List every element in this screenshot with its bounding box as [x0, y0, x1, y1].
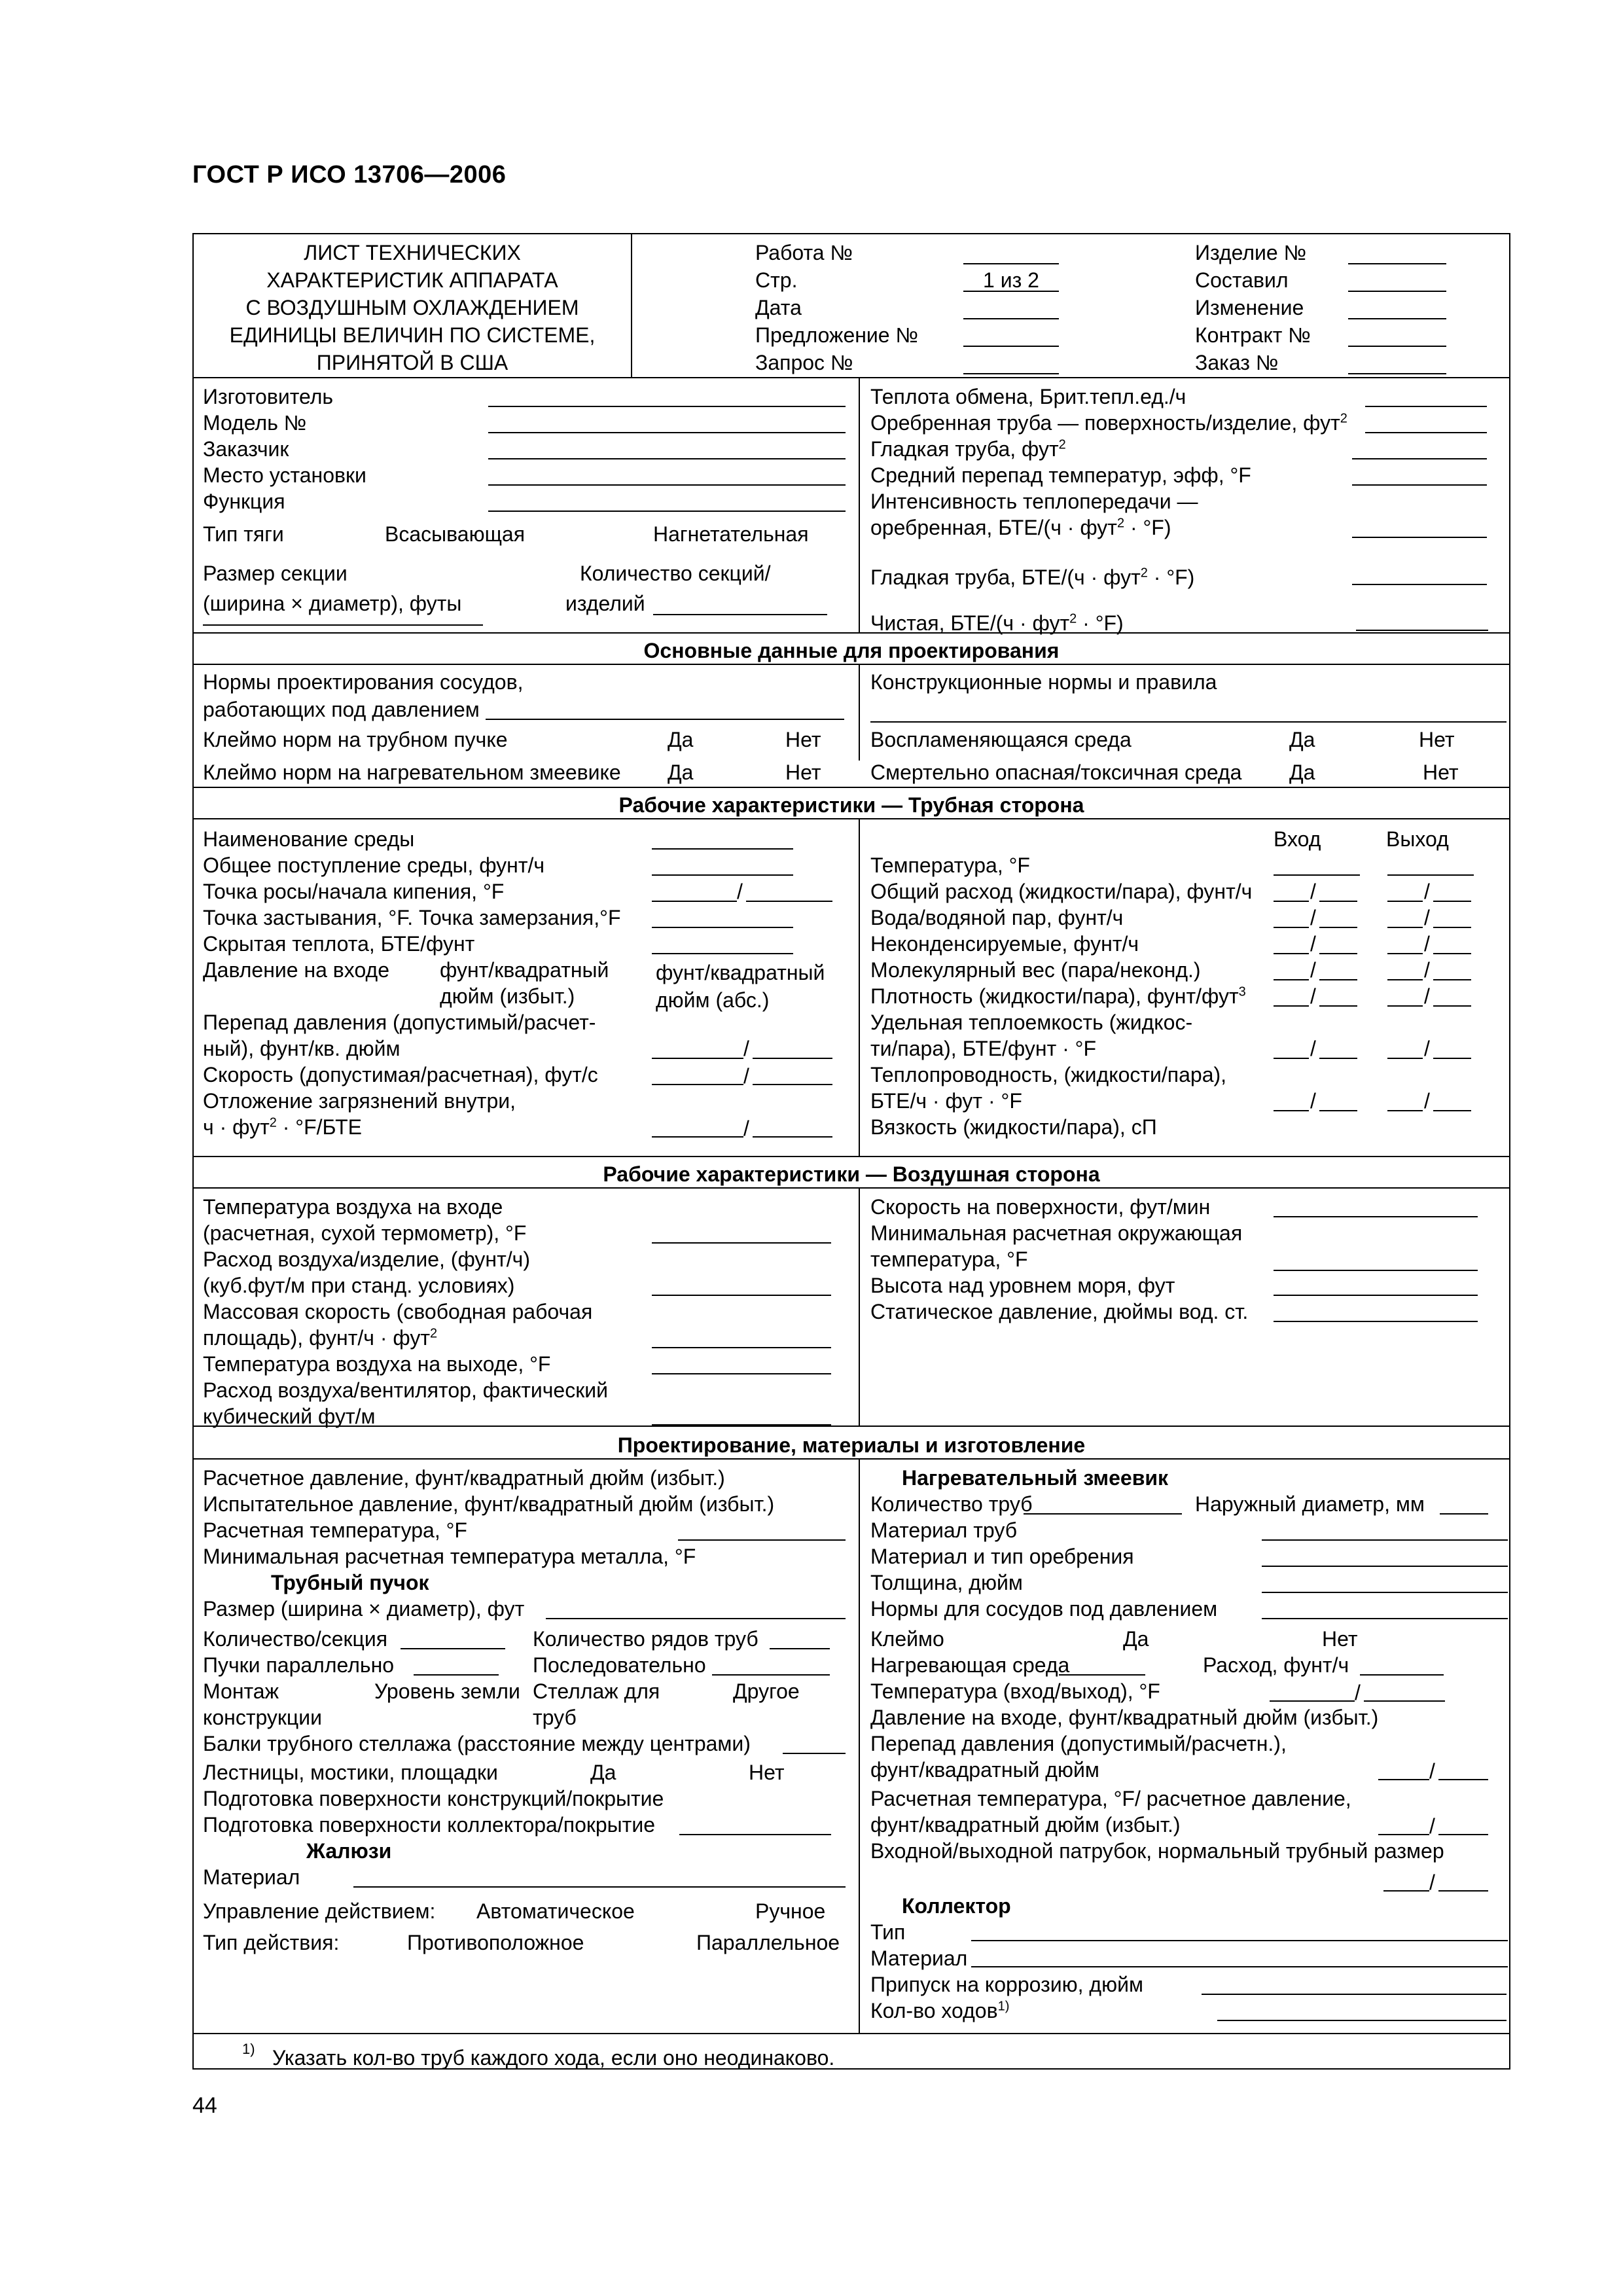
louver-material-field[interactable]	[353, 1886, 846, 1888]
slash: /	[1424, 958, 1430, 982]
pressure-drop-allow-field[interactable]	[652, 1058, 743, 1059]
bubble-point-field[interactable]	[746, 901, 832, 902]
clean-rate-label: Чистая, БТЕ/(ч · фут$^2$ · °F)	[870, 611, 1124, 635]
bare-area-label: Гладкая труба, фут$^2$	[870, 437, 1066, 461]
io-field[interactable]	[1433, 953, 1471, 954]
io-field[interactable]	[1274, 979, 1309, 980]
divider	[859, 1187, 860, 1426]
title-line: ПРИНЯТОЙ В США	[316, 351, 508, 374]
corrosion-allowance-field[interactable]	[1202, 1994, 1507, 1995]
pressure-code-label-2: работающих под давлением	[203, 698, 480, 721]
min-ambient-label: Минимальная расчетная окружающая	[870, 1221, 1243, 1245]
bundles-per-section-field[interactable]	[401, 1648, 505, 1649]
customer-label: Заказчик	[203, 437, 289, 461]
clean-rate-field[interactable]	[1356, 630, 1488, 631]
coil-fin-label: Материал и тип оребрения	[870, 1545, 1134, 1568]
coil-tube-count-label: Количество труб	[870, 1492, 1033, 1516]
slash: /	[743, 1064, 749, 1088]
coil-stamp-label: Клеймо норм на нагревательном змеевике	[203, 761, 621, 784]
header-type-label: Тип	[870, 1920, 906, 1944]
io-field[interactable]	[1274, 901, 1309, 902]
forced-draft-option[interactable]: Нагнетательная	[653, 522, 809, 546]
section-title-construction: Проектирование, материалы и изготовление	[617, 1433, 1086, 1457]
io-field[interactable]	[1433, 1005, 1471, 1007]
section-count-field[interactable]	[653, 614, 827, 615]
pressure-code-field[interactable]	[486, 719, 844, 720]
psig-label-2: дюйм (избыт.)	[440, 984, 575, 1008]
heating-flow-label: Расход, фунт/ч	[1203, 1653, 1349, 1677]
inlet-column-header: Вход	[1274, 827, 1321, 851]
fan-flow-label-2: кубический фут/м	[203, 1405, 376, 1428]
coil-code-label: Нормы для сосудов под давлением	[870, 1597, 1218, 1621]
coil-temp-in-field[interactable]	[1270, 1700, 1355, 1702]
altitude-field[interactable]	[1274, 1295, 1478, 1296]
coil-design-temp-field[interactable]	[1378, 1834, 1429, 1835]
coil-od-label: Наружный диаметр, мм	[1195, 1492, 1425, 1516]
air-outlet-temp-field[interactable]	[652, 1373, 831, 1374]
footnote-mark: 1)	[242, 2041, 255, 2057]
bundle-stamp-label: Клеймо норм на трубном пучке	[203, 728, 508, 751]
divider	[859, 818, 860, 1156]
fouling-label-2: ч · фут$^2$ · °F/БТЕ	[203, 1115, 362, 1139]
coil-od-field[interactable]	[1440, 1513, 1488, 1515]
divider	[194, 632, 1509, 634]
slash: /	[737, 880, 743, 903]
slash: /	[1424, 932, 1430, 956]
structural-code-label: Конструкционные нормы и правила	[870, 670, 1217, 694]
coil-design-temp-label: Расчетная температура, °F/ расчетное давление,	[870, 1787, 1351, 1810]
mtd-field[interactable]	[1352, 484, 1487, 486]
air-flow-label-2: (куб.фут/м при станд. условиях)	[203, 1274, 515, 1297]
io-field[interactable]	[1387, 1110, 1423, 1111]
face-velocity-field[interactable]	[1274, 1216, 1478, 1217]
io-field[interactable]	[1319, 927, 1357, 928]
pour-point-label: Точка застывания, °F. Точка замерзания,°F	[203, 906, 621, 929]
slash: /	[1310, 932, 1316, 956]
structure-surface-prep-label: Подготовка поверхности конструкций/покрытие	[203, 1787, 664, 1810]
ladders-yes[interactable]: Да	[590, 1761, 616, 1784]
induced-draft-option[interactable]: Всасывающая	[385, 522, 526, 546]
fluid-name-field[interactable]	[652, 848, 793, 850]
design-pressure-label: Расчетное давление, фунт/квадратный дюйм (избыт.)	[203, 1466, 725, 1490]
bare-rate-field[interactable]	[1352, 584, 1487, 585]
slash: /	[1310, 984, 1316, 1008]
pressure-code-label: Нормы проектирования сосудов,	[203, 670, 524, 694]
data-sheet-form	[192, 233, 1510, 2070]
io-field[interactable]	[1387, 953, 1423, 954]
lethal-no[interactable]: Нет	[1423, 761, 1459, 784]
coil-stamp-no[interactable]: Нет	[785, 761, 821, 784]
page-value: 1 из 2	[983, 268, 1039, 292]
tube-rows-label: Количество рядов труб	[533, 1627, 758, 1651]
bundles-series-field[interactable]	[712, 1674, 830, 1676]
model-label: Модель №	[203, 411, 307, 435]
customer-field[interactable]	[488, 458, 846, 459]
dew-point-field[interactable]	[652, 901, 737, 902]
flammable-no[interactable]: Нет	[1419, 728, 1455, 751]
coil-nozzle-out-field[interactable]	[1438, 1890, 1488, 1892]
document-header: ГОСТ Р ИСО 13706—2006	[192, 161, 507, 188]
louver-parallel-option[interactable]: Параллельное	[696, 1931, 840, 1954]
coil-stamp-no[interactable]: Нет	[1322, 1627, 1358, 1651]
coil-nozzle-in-field[interactable]	[1383, 1890, 1429, 1892]
coil-fin-field[interactable]	[1262, 1566, 1508, 1567]
air-flow-label: Расход воздуха/изделие, (фунт/ч)	[203, 1247, 530, 1271]
io-field[interactable]	[1433, 979, 1471, 980]
divider	[194, 787, 1509, 788]
page-number: 44	[192, 2093, 217, 2118]
psia-label: фунт/квадратный	[656, 961, 825, 984]
louver-automatic-option[interactable]: Автоматическое	[476, 1899, 635, 1923]
mounting-label-2: конструкции	[203, 1706, 322, 1729]
io-field[interactable]	[1433, 927, 1471, 928]
date-label: Дата	[755, 296, 802, 319]
coil-tube-count-field[interactable]	[1024, 1513, 1182, 1515]
finned-area-label: Оребренная труба — поверхность/изделие, фут$^2$	[870, 411, 1347, 435]
specific-heat-label-2: ти/пара), БТЕ/фунт · °F	[870, 1037, 1096, 1060]
bundles-per-section-label: Количество/секция	[203, 1627, 388, 1651]
ladders-label: Лестницы, мостики, площадки	[203, 1761, 498, 1784]
finned-rate-label: оребренная, БТЕ/(ч · фут$^2$ · °F)	[870, 516, 1171, 539]
divider	[859, 377, 860, 632]
divider	[194, 1426, 1509, 1427]
coil-dp-label-2: фунт/квадратный дюйм	[870, 1758, 1099, 1782]
louvers-heading: Жалюзи	[306, 1839, 392, 1863]
bundle-stamp-no[interactable]: Нет	[785, 728, 821, 751]
louver-material-label: Материал	[203, 1865, 300, 1889]
divider	[194, 1458, 1509, 1460]
coil-dp-label: Перепад давления (допустимый/расчетн.),	[870, 1732, 1287, 1755]
bundles-series-label: Последовательно	[533, 1653, 706, 1677]
outlet-column-header: Выход	[1386, 827, 1449, 851]
section-title-tube-side: Рабочие характеристики — Трубная сторона	[618, 793, 1084, 817]
molecular-weight-label: Молекулярный вес (пара/неконд.)	[870, 958, 1201, 982]
title-line: ЕДИНИЦЫ ВЕЛИЧИН ПО СИСТЕМЕ,	[229, 323, 596, 347]
header-material-field[interactable]	[971, 1966, 1508, 1967]
date-field[interactable]	[963, 318, 1059, 319]
proposal-field[interactable]	[963, 346, 1059, 347]
section-count-label: Количество секций/	[580, 562, 771, 585]
rack-beams-label: Балки трубного стеллажа (расстояние между центрами)	[203, 1732, 751, 1755]
order-label: Заказ №	[1195, 351, 1279, 374]
heat-exchanged-label: Теплота обмена, Брит.тепл.ед./ч	[870, 385, 1186, 408]
coil-design-pressure-field[interactable]	[1438, 1834, 1488, 1835]
io-field[interactable]	[1387, 901, 1423, 902]
air-inlet-temp-label: Температура воздуха на входе	[203, 1195, 503, 1219]
section-count-unit: изделий	[565, 592, 645, 615]
bare-area-field[interactable]	[1352, 458, 1487, 459]
coil-stamp-label: Клеймо	[870, 1627, 944, 1651]
job-no-label: Работа №	[755, 241, 853, 264]
latent-heat-label: Скрытая теплота, БТЕ/фунт	[203, 932, 475, 956]
coil-thickness-label: Толщина, дюйм	[870, 1571, 1023, 1594]
contract-label: Контракт №	[1195, 323, 1311, 347]
slash: /	[1424, 880, 1430, 903]
viscosity-label: Вязкость (жидкости/пара), сП	[870, 1115, 1157, 1139]
air-inlet-temp-label-2: (расчетная, сухой термометр), °F	[203, 1221, 527, 1245]
temperature-in-field[interactable]	[1274, 874, 1360, 876]
divider	[631, 234, 632, 377]
slash: /	[1424, 906, 1430, 929]
inquiry-label: Запрос №	[755, 351, 853, 374]
face-velocity-label: Скорость на поверхности, фут/мин	[870, 1195, 1211, 1219]
divider	[194, 664, 1509, 665]
fouling-label: Отложение загрязнений внутри,	[203, 1089, 516, 1113]
io-field[interactable]	[1433, 1058, 1471, 1059]
proposal-label: Предложение №	[755, 323, 918, 347]
fouling-field-2[interactable]	[753, 1136, 832, 1138]
io-field[interactable]	[1387, 1005, 1423, 1007]
divider	[194, 2033, 1509, 2034]
louver-action-label: Тип действия:	[203, 1931, 340, 1954]
min-ambient-field[interactable]	[1274, 1270, 1478, 1271]
tube-rows-field[interactable]	[770, 1648, 830, 1649]
header-material-label: Материал	[870, 1946, 968, 1970]
revision-label: Изменение	[1195, 296, 1304, 319]
io-field[interactable]	[1387, 1058, 1423, 1059]
min-ambient-label-2: температура, °F	[870, 1247, 1028, 1271]
slash: /	[1429, 1759, 1435, 1783]
noncondensables-label: Неконденсируемые, фунт/ч	[870, 932, 1139, 956]
fan-flow-label: Расход воздуха/вентилятор, фактический	[203, 1378, 608, 1402]
density-label: Плотность (жидкости/пара), фунт/фут$^3$	[870, 984, 1246, 1008]
pressure-drop-label: Перепад давления (допустимый/расчет-	[203, 1011, 596, 1034]
rack-beams-field[interactable]	[783, 1753, 846, 1754]
coil-stamp-yes[interactable]: Да	[1123, 1627, 1149, 1651]
mounting-label: Монтаж	[203, 1679, 279, 1703]
pipe-rack-option-2: труб	[533, 1706, 577, 1729]
water-steam-label: Вода/водяной пар, фунт/ч	[870, 906, 1124, 929]
io-field[interactable]	[1319, 901, 1357, 902]
coil-design-temp-label-2: фунт/квадратный дюйм (избыт.)	[870, 1813, 1181, 1837]
psig-label: фунт/квадратный	[440, 958, 609, 982]
coil-inlet-pressure-label: Давление на входе, фунт/квадратный дюйм (избыт.)	[870, 1706, 1379, 1729]
flammable-label: Воспламеняющаяся среда	[870, 728, 1132, 751]
ladders-no[interactable]: Нет	[749, 1761, 785, 1784]
mass-velocity-field[interactable]	[652, 1347, 831, 1348]
section-size-field[interactable]	[203, 624, 483, 626]
transfer-rate-label: Интенсивность теплопередачи —	[870, 490, 1198, 513]
inquiry-field[interactable]	[963, 373, 1059, 374]
bundle-size-field[interactable]	[546, 1618, 846, 1619]
io-field[interactable]	[1387, 979, 1423, 980]
fouling-field[interactable]	[652, 1136, 743, 1138]
contract-field[interactable]	[1348, 346, 1446, 347]
velocity-calc-field[interactable]	[753, 1084, 832, 1085]
header-type-field[interactable]	[971, 1940, 1508, 1941]
slash: /	[1310, 1089, 1316, 1113]
mass-velocity-label-2: площадь), фунт/ч · фут$^2$	[203, 1326, 438, 1350]
bare-rate-label: Гладкая труба, БТЕ/(ч · фут$^2$ · °F)	[870, 565, 1195, 589]
title-line: ХАРАКТЕРИСТИК АППАРАТА	[266, 268, 558, 292]
specific-heat-label: Удельная теплоемкость (жидкос-	[870, 1011, 1193, 1034]
draft-type-label: Тип тяги	[203, 522, 284, 546]
io-field[interactable]	[1319, 979, 1357, 980]
manufacturer-label: Изготовитель	[203, 385, 334, 408]
service-field[interactable]	[488, 511, 846, 512]
air-outlet-temp-label: Температура воздуха на выходе, °F	[203, 1352, 551, 1376]
slash: /	[743, 1037, 749, 1060]
finned-area-field[interactable]	[1365, 432, 1487, 433]
slash: /	[1424, 1037, 1430, 1060]
tube-bundle-heading: Трубный пучок	[271, 1571, 429, 1594]
divider	[194, 1187, 1509, 1189]
dew-point-label: Точка росы/начала кипения, °F	[203, 880, 505, 903]
corrosion-allowance-label: Припуск на коррозию, дюйм	[870, 1973, 1143, 1996]
coil-nozzle-label: Входной/выходной патрубок, нормальный трубный размер	[870, 1839, 1444, 1863]
other-mount-option[interactable]: Другое	[733, 1679, 800, 1703]
section-size-unit: (ширина × диаметр), футы	[203, 592, 462, 615]
mass-velocity-label: Массовая скорость (свободная рабочая	[203, 1300, 593, 1323]
heating-flow-field[interactable]	[1360, 1674, 1444, 1676]
slash: /	[1429, 1871, 1435, 1894]
slash: /	[1310, 906, 1316, 929]
io-field[interactable]	[1319, 1058, 1357, 1059]
heating-coil-heading: Нагревательный змеевик	[902, 1466, 1169, 1490]
temperature-label: Температура, °F	[870, 853, 1030, 877]
lethal-yes[interactable]: Да	[1289, 761, 1315, 784]
total-flow-label: Общий расход (жидкости/пара), фунт/ч	[870, 880, 1253, 903]
io-field[interactable]	[1274, 927, 1309, 928]
design-temp-field[interactable]	[678, 1539, 846, 1541]
louver-control-label: Управление действием:	[203, 1899, 436, 1923]
section-title-air-side: Рабочие характеристики — Воздушная сторона	[603, 1162, 1100, 1186]
divider	[859, 664, 860, 761]
title-line: ЛИСТ ТЕХНИЧЕСКИХ	[304, 241, 521, 264]
pressure-drop-calc-field[interactable]	[753, 1058, 832, 1059]
io-field[interactable]	[1274, 1005, 1309, 1007]
io-field[interactable]	[1319, 1005, 1357, 1007]
manufacturer-field[interactable]	[488, 406, 846, 407]
louver-opposed-option[interactable]: Противоположное	[407, 1931, 584, 1954]
by-label: Составил	[1195, 268, 1289, 292]
psia-label-2: дюйм (абс.)	[656, 988, 770, 1012]
coil-dp-calc-field[interactable]	[1438, 1779, 1488, 1780]
static-pressure-field[interactable]	[1274, 1321, 1478, 1322]
bundles-parallel-label: Пучки параллельно	[203, 1653, 395, 1677]
io-field[interactable]	[1433, 901, 1471, 902]
pour-point-field[interactable]	[652, 927, 793, 928]
io-field[interactable]	[1274, 1110, 1309, 1111]
velocity-label: Скорость (допустимая/расчетная), фут/с	[203, 1063, 598, 1086]
slash: /	[1310, 880, 1316, 903]
coil-tube-material-label: Материал труб	[870, 1518, 1018, 1542]
thermal-conductivity-label-2: БТЕ/ч · фут · °F	[870, 1089, 1022, 1113]
design-temp-label: Расчетная температура, °F	[203, 1518, 467, 1542]
test-pressure-label: Испытательное давление, фунт/квадратный дюйм (избыт.)	[203, 1492, 775, 1516]
pressure-drop-label-2: ный), фунт/кв. дюйм	[203, 1037, 401, 1060]
io-field[interactable]	[1319, 1110, 1357, 1111]
title-line: С ВОЗДУШНЫМ ОХЛАЖДЕНИЕМ	[245, 296, 579, 319]
heat-exchanged-field[interactable]	[1365, 406, 1487, 407]
slash: /	[1355, 1681, 1361, 1704]
lethal-label: Смертельно опасная/токсичная среда	[870, 761, 1242, 784]
coil-temp-out-field[interactable]	[1364, 1700, 1445, 1702]
fluid-name-label: Наименование среды	[203, 827, 415, 851]
section-size-label: Размер секции	[203, 562, 348, 585]
item-no-label: Изделие №	[1195, 241, 1306, 264]
mdmt-label: Минимальная расчетная температура металла, °F	[203, 1545, 696, 1568]
coil-dp-allow-field[interactable]	[1378, 1779, 1429, 1780]
coil-stamp-yes[interactable]: Да	[668, 761, 694, 784]
divider	[194, 377, 1509, 378]
total-fluid-label: Общее поступление среды, фунт/ч	[203, 853, 545, 877]
structural-code-field[interactable]	[870, 721, 1507, 723]
air-inlet-temp-field[interactable]	[652, 1242, 831, 1244]
coil-tube-material-field[interactable]	[1262, 1539, 1508, 1541]
by-field[interactable]	[1348, 291, 1446, 292]
location-field[interactable]	[488, 484, 846, 486]
header-heading: Коллектор	[902, 1894, 1011, 1918]
divider	[194, 818, 1509, 819]
service-label: Функция	[203, 490, 285, 513]
divider	[194, 1156, 1509, 1157]
header-surface-prep-field[interactable]	[679, 1834, 831, 1835]
thermal-conductivity-label: Теплопроводность, (жидкости/пара),	[870, 1063, 1227, 1086]
model-field[interactable]	[488, 432, 846, 433]
revision-field[interactable]	[1348, 318, 1446, 319]
section-title-design: Основные данные для проектирования	[643, 639, 1060, 662]
slash: /	[1429, 1814, 1435, 1838]
bundle-size-label: Размер (ширина × диаметр), фут	[203, 1597, 525, 1621]
heating-fluid-label: Нагревающая среда	[870, 1653, 1070, 1677]
coil-code-field[interactable]	[1262, 1618, 1508, 1619]
slash: /	[1424, 984, 1430, 1008]
bundles-parallel-field[interactable]	[414, 1674, 499, 1676]
heating-fluid-field[interactable]	[1059, 1674, 1145, 1676]
page-label: Стр.	[755, 268, 798, 292]
slash: /	[1310, 1037, 1316, 1060]
slash: /	[743, 1117, 749, 1140]
slash: /	[1424, 1089, 1430, 1113]
total-fluid-field[interactable]	[652, 874, 793, 876]
page-field[interactable]	[963, 291, 1059, 292]
pipe-rack-option[interactable]: Стеллаж для	[533, 1679, 660, 1703]
io-field[interactable]	[1433, 1110, 1471, 1111]
passes-field[interactable]	[1217, 2020, 1507, 2021]
coil-thickness-field[interactable]	[1262, 1592, 1508, 1593]
temperature-out-field[interactable]	[1387, 874, 1474, 876]
location-label: Место установки	[203, 463, 366, 487]
grade-mounted-option[interactable]: Уровень земли	[374, 1679, 520, 1703]
job-no-field[interactable]	[963, 263, 1059, 264]
passes-label: Кол-во ходов$^{1)}$	[870, 1999, 1010, 2022]
mtd-label: Средний перепад температур, эфф, °F	[870, 463, 1251, 487]
header-surface-prep-label: Подготовка поверхности коллектора/покрытие	[203, 1813, 655, 1837]
bundle-stamp-yes[interactable]: Да	[668, 728, 694, 751]
inlet-pressure-label: Давление на входе	[203, 958, 389, 982]
io-field[interactable]	[1274, 953, 1309, 954]
static-pressure-label: Статическое давление, дюймы вод. ст.	[870, 1300, 1249, 1323]
slash: /	[1310, 958, 1316, 982]
io-field[interactable]	[1274, 1058, 1309, 1059]
altitude-label: Высота над уровнем моря, фут	[870, 1274, 1175, 1297]
io-field[interactable]	[1319, 953, 1357, 954]
divider	[859, 1458, 860, 2033]
io-field[interactable]	[1387, 927, 1423, 928]
latent-heat-field[interactable]	[652, 953, 793, 954]
velocity-allow-field[interactable]	[652, 1084, 743, 1085]
louver-manual-option[interactable]: Ручное	[755, 1899, 826, 1923]
footnote-text: Указать кол-во труб каждого хода, если оно неодинаково.	[272, 2046, 835, 2070]
air-flow-field[interactable]	[652, 1295, 831, 1296]
item-no-field[interactable]	[1348, 263, 1446, 264]
order-field[interactable]	[1348, 373, 1446, 374]
coil-temp-io-label: Температура (вход/выход), °F	[870, 1679, 1160, 1703]
flammable-yes[interactable]: Да	[1289, 728, 1315, 751]
finned-rate-field[interactable]	[1352, 537, 1487, 538]
